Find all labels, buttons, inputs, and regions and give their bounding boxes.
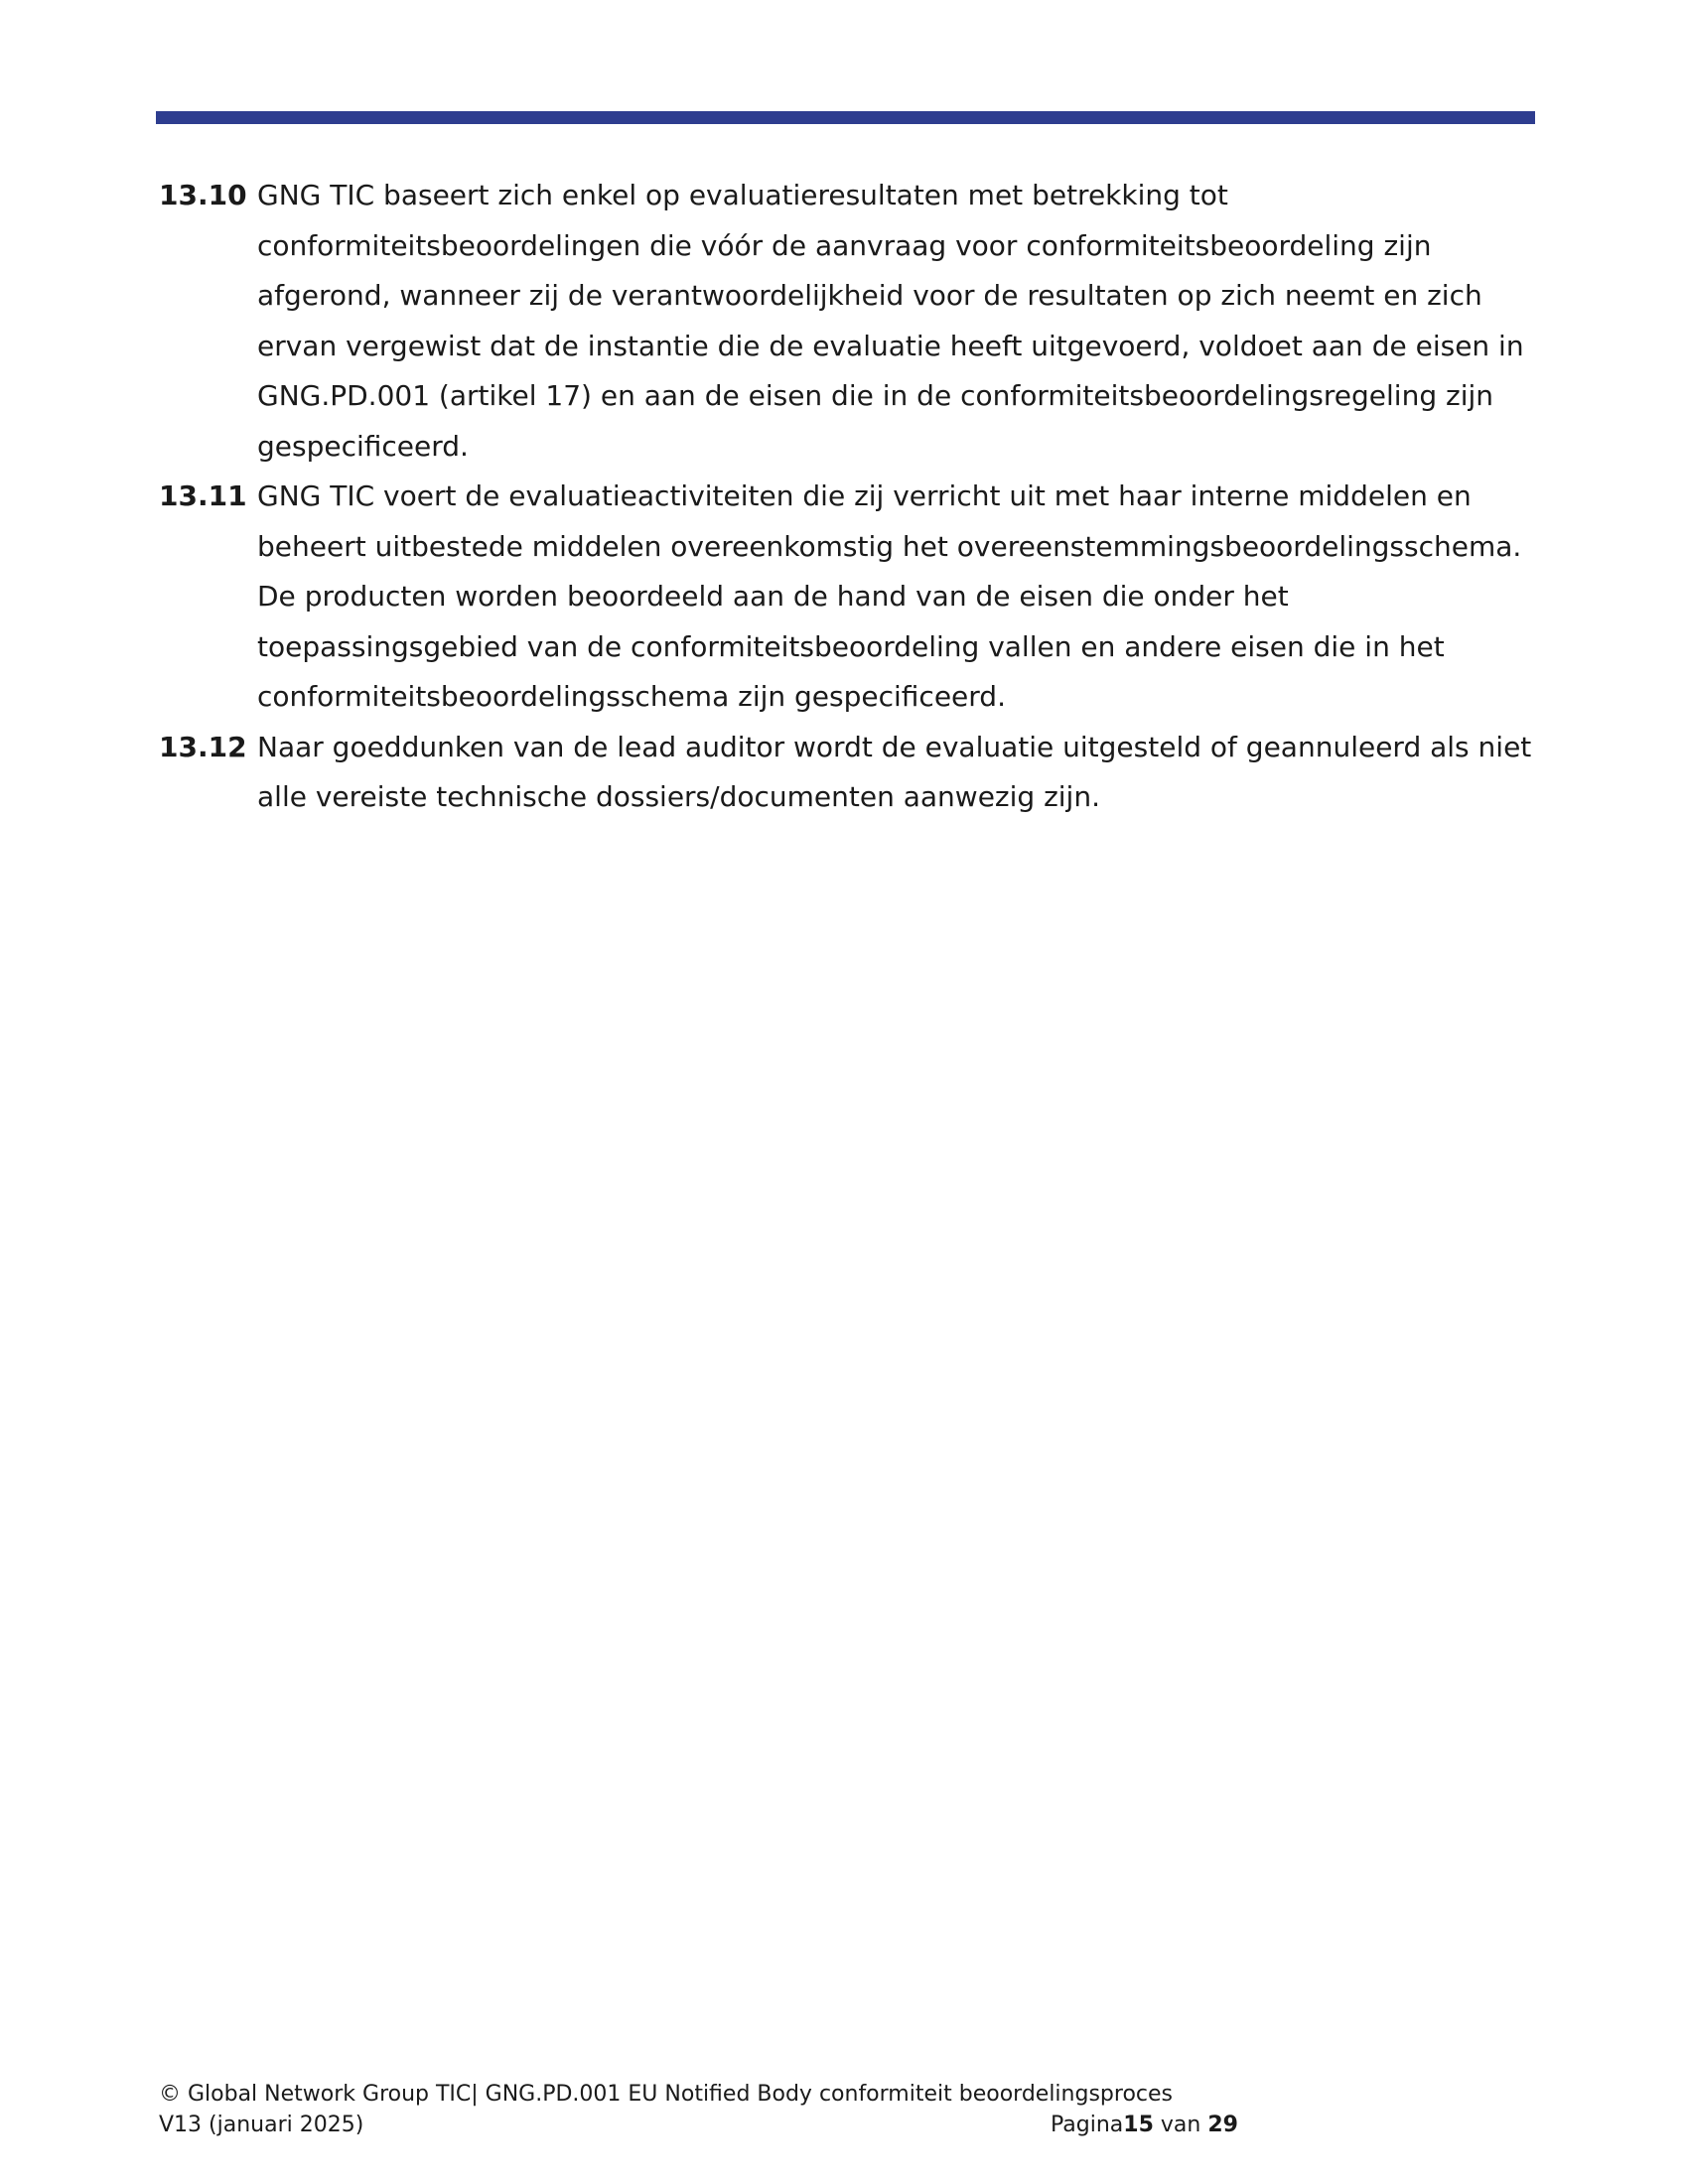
clause-13-12 bbox=[159, 723, 1539, 823]
clause-text: Naar goeddunken van de lead auditor wordt de evaluatie uitgesteld of geannuleerd als niet alle vereiste technische dossiers/documenten aanwezig zijn. bbox=[257, 730, 1532, 813]
clause-13-11 bbox=[159, 472, 1539, 723]
page-separator: van bbox=[1153, 2113, 1208, 2137]
clause-number: 13.10 bbox=[159, 179, 247, 211]
page-total: 29 bbox=[1207, 2113, 1238, 2137]
document-body bbox=[159, 171, 1539, 823]
page-current: 15 bbox=[1123, 2113, 1154, 2137]
clause-13-10 bbox=[159, 171, 1539, 472]
footer-copyright: © Global Network Group TIC| GNG.PD.001 EU Notified Body conformiteit beoordelingsproces bbox=[159, 2082, 1173, 2107]
clause-text: GNG TIC baseert zich enkel op evaluatieresultaten met betrekking tot conformiteitsbeoordelingen die vóór de aanvraag voor conformiteitsbeoordeling zijn afgerond, wanneer zij de verantwoordelijkheid voor de resultaten op zich neemt en zich ervan vergewist dat de instantie die de evaluatie heeft uitgevoerd, voldoet aan de eisen in GNG.PD.001 (artikel 17) en aan de eisen die in de conformiteitsbeoordelingsregeling zijn gespecificeerd. bbox=[257, 179, 1524, 463]
footer-version: V13 (januari 2025) bbox=[159, 2113, 364, 2137]
page-number bbox=[1051, 2110, 1238, 2140]
header-rule bbox=[156, 111, 1535, 124]
clause-number: 13.11 bbox=[159, 479, 247, 512]
clause-text: GNG TIC voert de evaluatieactiviteiten die zij verricht uit met haar interne middelen en beheert uitbestede middelen overeenkomstig het overeenstemmingsbeoordelingsschema. De producten worden beoordeeld aan de hand van de eisen die onder het toepassingsgebied van de conformiteitsbeoordeling vallen en andere eisen die in het conformiteitsbeoordelingsschema zijn gespecificeerd. bbox=[257, 479, 1522, 713]
page-footer bbox=[159, 2079, 1251, 2140]
clause-number: 13.12 bbox=[159, 730, 247, 763]
footer-line-2 bbox=[159, 2110, 1251, 2140]
page-label: Pagina bbox=[1051, 2113, 1124, 2137]
